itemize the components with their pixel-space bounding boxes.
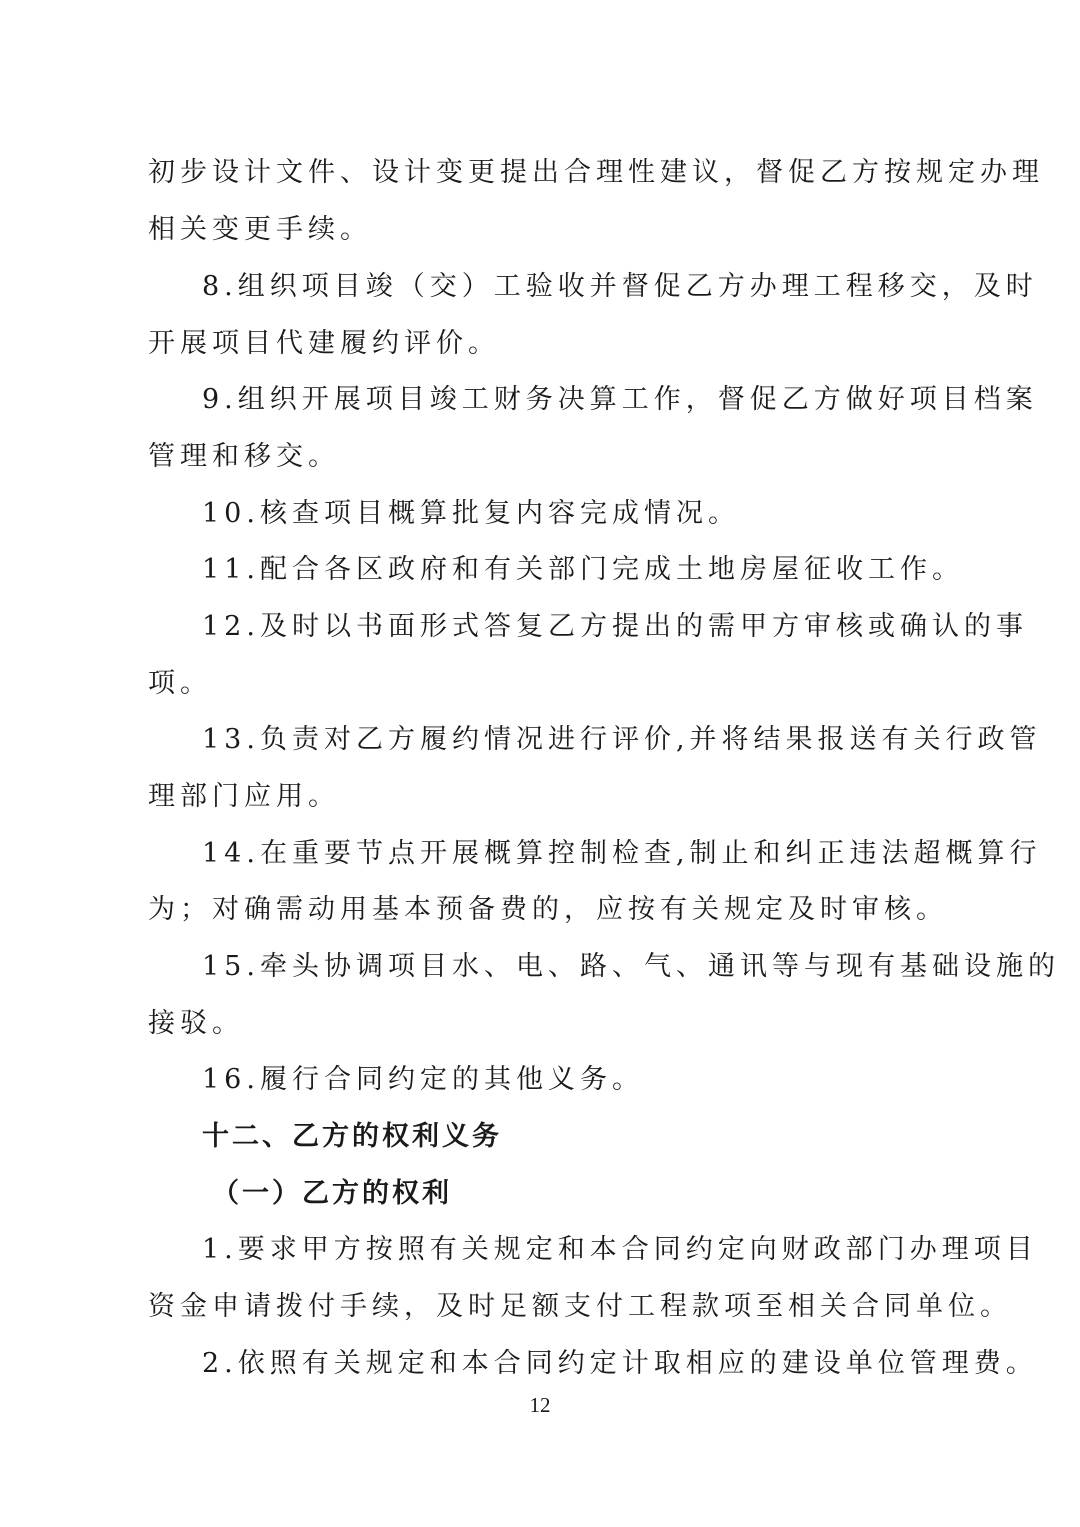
paragraph-line: 初步设计文件、设计变更提出合理性建议，督促乙方按规定办理	[148, 157, 1044, 188]
section-heading: 十二、乙方的权利义务	[202, 1121, 502, 1152]
paragraph-line: 2.依照有关规定和本合同约定计取相应的建设单位管理费。	[202, 1348, 1038, 1379]
paragraph-line: 开展项目代建履约评价。	[148, 328, 500, 359]
paragraph-line: 11.配合各区政府和有关部门完成土地房屋征收工作。	[202, 554, 964, 585]
paragraph-line: 管理和移交。	[148, 441, 340, 472]
subsection-heading: （一）乙方的权利	[212, 1178, 452, 1209]
paragraph-line: 资金申请拨付手续，及时足额支付工程款项至相关合同单位。	[148, 1291, 1012, 1322]
paragraph-line: 10.核查项目概算批复内容完成情况。	[202, 498, 740, 529]
paragraph-line: 12.及时以书面形式答复乙方提出的需甲方审核或确认的事	[202, 611, 1028, 642]
paragraph-line: 15.牵头协调项目水、电、路、气、通讯等与现有基础设施的	[202, 951, 1060, 982]
paragraph-line: 相关变更手续。	[148, 214, 372, 245]
paragraph-line: 理部门应用。	[148, 781, 340, 812]
paragraph-line: 13.负责对乙方履约情况进行评价,并将结果报送有关行政管	[202, 724, 1042, 755]
page-number: 12	[529, 1393, 551, 1417]
paragraph-line: 14.在重要节点开展概算控制检查,制止和纠正违法超概算行	[202, 838, 1042, 869]
paragraph-line: 9.组织开展项目竣工财务决算工作，督促乙方做好项目档案	[202, 384, 1038, 415]
paragraph-line: 16.履行合同约定的其他义务。	[202, 1064, 644, 1095]
paragraph-line: 项。	[148, 668, 212, 699]
paragraph-line: 8.组织项目竣（交）工验收并督促乙方办理工程移交，及时	[202, 271, 1038, 302]
paragraph-line: 接驳。	[148, 1008, 244, 1039]
paragraph-line: 1.要求甲方按照有关规定和本合同约定向财政部门办理项目	[202, 1234, 1038, 1265]
paragraph-line: 为；对确需动用基本预备费的，应按有关规定及时审核。	[148, 894, 948, 925]
